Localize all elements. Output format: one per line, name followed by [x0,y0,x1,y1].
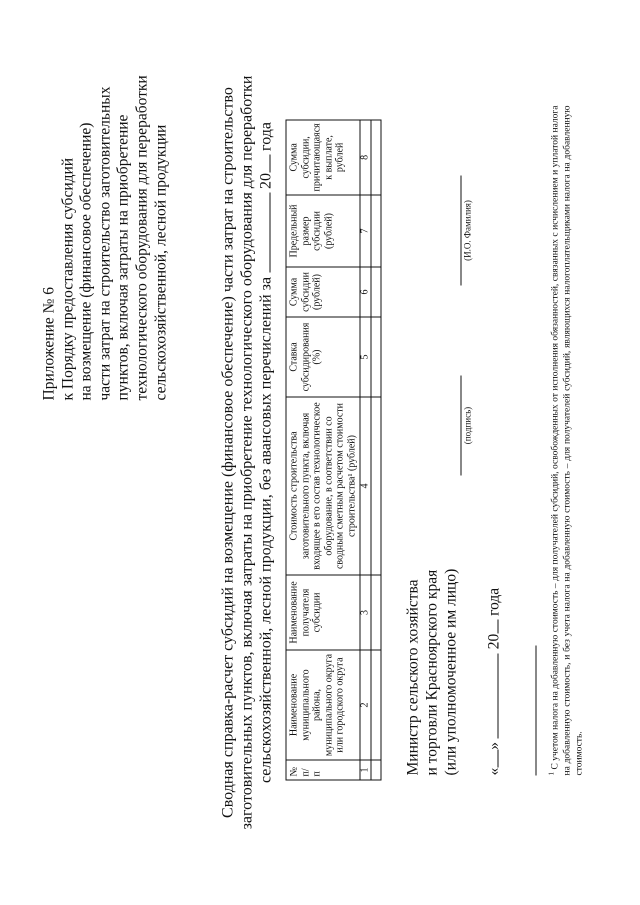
footnote-rule [535,645,536,775]
date-year-prefix: 20 [485,633,502,649]
date-row [485,587,503,775]
subsidy-table [285,119,381,780]
name-line [460,175,461,285]
footnote-text: С учетом налога на добавленную стоимость – для получателей субсидий, освобожденных от исполнения обязанностей, связанных с исчислением и уплатой налога на добавленную стоимость, и без учета налога на добавленную стоимость – для получателей субсидий, являющихся налогоплательщиками налога на добавленную стоимость. [550,104,585,775]
table-row [371,119,381,779]
signature-line [460,375,461,475]
date-close-quote: » [485,741,502,750]
header-district: Наименование муниципального района, муниципального округа или городского округа [286,650,360,760]
appendix-line: сельскохозяйственной, лесной продукции [151,124,169,400]
header-construction-cost: Стоимость строительства заготовительного пункта, включая входящее в его состав технологическое оборудование, в соответствии со сводным сметным расчетом стоимости строительства¹ (рублей) [286,397,360,575]
appendix-line: к Порядку предоставления субсидий [58,157,76,400]
column-number: 6 [360,267,371,317]
table-cell [371,397,381,575]
signer-block [403,568,460,775]
column-number: 4 [360,397,371,575]
name-caption: (И.О. Фамилия) [462,199,472,261]
date-year-blank [497,619,498,633]
blank-field [269,192,270,272]
title-year-suffix: года [257,121,274,151]
title-line: Сводная справка-расчет субсидий на возмещение (финансовое обеспечение) части затрат на строительство [219,86,236,818]
table-cell [371,317,381,397]
date-suffix: года [485,587,502,616]
table-header-row [286,119,360,779]
table-cell [371,575,381,650]
header-subsidy-rate: Ставка субсидирования (%) [286,317,360,397]
header-subsidy-amount: Сумма субсидии (рублей) [286,267,360,317]
footnote-marker: 1 [547,771,555,775]
appendix-line: части затрат на строительство заготовительных [95,86,113,400]
title-year-prefix: 20 [257,172,274,189]
title-line [256,39,275,865]
date-open-quote: « [485,767,502,775]
document-title [218,39,275,865]
appendix-line: технологического оборудования для переработки [132,74,150,400]
column-number: 8 [360,119,371,194]
signer-line: и торговли Красноярского края [423,569,440,775]
title-line-text: сельскохозяйственной, лесной продукции, без авансовых перечислений за [257,276,274,783]
blank-field [269,154,270,172]
date-day-blank [497,749,498,767]
footnote [545,105,585,775]
signer-line: Министр сельского хозяйства [404,579,421,775]
column-number: 3 [360,575,371,650]
appendix-header [40,0,170,400]
signer-line: (или уполномоченное им лицо) [442,568,459,775]
table-cell [371,267,381,317]
column-number: 2 [360,650,371,760]
appendix-line: пунктов, включая затраты на приобретение [114,114,132,400]
column-number: 1 [360,760,371,780]
title-line: заготовительных пунктов, включая затраты на приобретение технологического оборудования для переработки [238,75,255,829]
table-cell [371,119,381,194]
header-recipient: Наименование получателя субсидии [286,575,360,650]
header-max-subsidy: Предельный размер субсидии (рублей) [286,195,360,267]
column-number: 5 [360,317,371,397]
header-number: № п/п [286,760,360,780]
table-cell [371,195,381,267]
date-month-blank [497,653,498,738]
table-cell [371,760,381,780]
appendix-line: на возмещение (финансовое обеспечение) [77,122,95,400]
column-number-row [360,119,371,779]
table-cell [371,650,381,760]
appendix-line: Приложение № 6 [40,286,57,400]
header-payable-subsidy: Сумма субсидии, причитающаяся к выплате, рублей [286,119,360,194]
column-number: 7 [360,195,371,267]
signature-caption: (подпись) [462,406,472,444]
